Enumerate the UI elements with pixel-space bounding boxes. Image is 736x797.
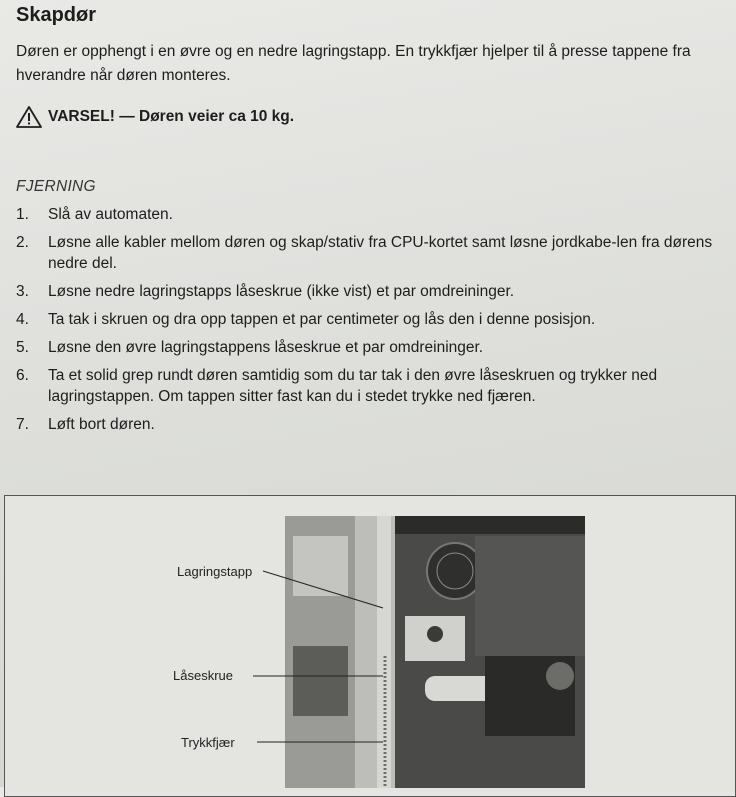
warning-notice — [16, 106, 294, 128]
leader-lines — [5, 496, 735, 796]
leader-line-pin — [263, 571, 383, 608]
step-text: Ta et solid grep rundt døren samtidig som du tar tak i den øvre låseskruen og trykker ned lagringstappen. Om tappen sitter fast kan du i stedet trykke ned fjæren. — [48, 367, 658, 405]
step-text: Slå av automaten. — [48, 206, 173, 223]
step-number: 4. — [16, 311, 29, 328]
step-text: Ta tak i skruen og dra opp tappen et par centimeter og lås den i denne posisjon. — [48, 311, 596, 328]
step-number: 1. — [16, 206, 29, 223]
label-laseskrue: Låseskrue — [173, 668, 233, 683]
label-lagringstapp: Lagringstapp — [177, 564, 253, 579]
step-text: Løsne nedre lagringstapps låseskrue (ikke vist) et par omdreininger. — [48, 283, 515, 300]
step-text: Løsne den øvre lagringstappens låseskrue et par omdreininger. — [48, 339, 484, 356]
warning-text: VARSEL! — Døren veier ca 10 kg. — [48, 108, 295, 125]
list-item — [16, 414, 732, 435]
list-item — [16, 309, 732, 330]
list-item — [16, 281, 732, 302]
list-item — [16, 204, 732, 225]
step-number: 3. — [16, 283, 29, 300]
list-item — [16, 365, 732, 407]
step-number: 7. — [16, 416, 29, 433]
section-heading: FJERNING — [16, 178, 96, 195]
intro-paragraph: Døren er opphengt i en øvre og en nedre lagringstapp. En trykkfjær hjelper til å presse tappene fra hverandre når døren monteres. — [16, 43, 691, 84]
step-number: 6. — [16, 367, 29, 384]
step-number: 2. — [16, 234, 29, 251]
figure-frame — [4, 495, 736, 797]
step-text: Løft bort døren. — [48, 416, 155, 433]
label-trykkfjaer: Trykkfjær — [181, 735, 235, 750]
warning-triangle-icon — [16, 106, 42, 128]
step-text: Løsne alle kabler mellom døren og skap/stativ fra CPU-kortet samt løsne jordkabe-len fra dørens nedre del. — [48, 234, 713, 272]
steps-list — [16, 204, 732, 442]
page-title: Skapdør — [16, 4, 97, 26]
step-number: 5. — [16, 339, 29, 356]
list-item — [16, 337, 732, 358]
list-item — [16, 232, 732, 274]
